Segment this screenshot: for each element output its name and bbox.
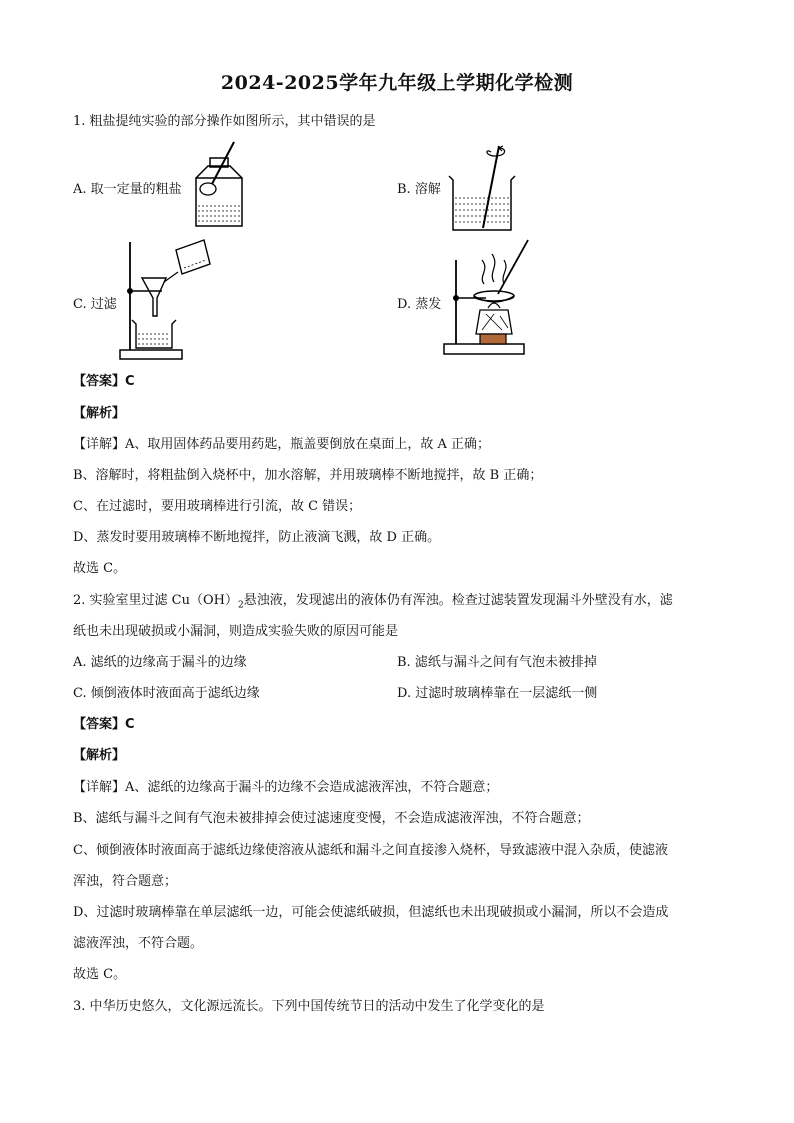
q2-conclusion: 故选 C。 [73,967,127,982]
q1-detail-line: B、溶解时，将粗盐倒入烧杯中，加水溶解，并用玻璃棒不断地搅拌，故 B 正确； [73,468,543,483]
question-3-stem: 3. 中华历史悠久，文化源远流长。下列中国传统节日的活动中发生了化学变化的是 [73,999,545,1014]
q2-analysis [73,744,125,763]
q1-option-b: B. 溶解 [397,182,441,197]
q2-stem-post: 悬浊液，发现滤出的液体仍有浑浊。检查过滤装置发现漏斗外壁没有水，滤 [243,593,673,608]
question-1-stem: 1. 粗盐提纯实验的部分操作如图所示，其中错误的是 [73,114,376,129]
q1-option-a: A. 取一定量的粗盐 [73,182,182,197]
q1-option-d: D. 蒸发 [397,297,442,312]
q2-detail-line: 【详解】A、滤纸的边缘高于漏斗的边缘不会造成滤液浑浊，不符合题意； [73,780,499,795]
q2-detail-line: 浑浊，符合题意； [73,874,178,889]
q2-detail-line: B、滤纸与漏斗之间有气泡未被排掉会使过滤速度变慢，不会造成滤液浑浊，不符合题意； [73,811,590,826]
question-2-stem-line-1 [73,589,673,611]
q2-option-b: B. 滤纸与漏斗之间有气泡未被排掉 [397,655,597,670]
q1-answer-text: 【答案】C [73,374,135,389]
filtration-figure [118,238,213,363]
page-title: 2024-2025学年九年级上学期化学检测 [220,72,574,94]
q2-answer [73,713,135,732]
q2-option-a: A. 滤纸的边缘高于漏斗的边缘 [73,655,247,670]
beaker-dissolving-figure [445,140,520,235]
q2-stem-pre: 2. 实验室里过滤 Cu（OH） [73,593,238,608]
q2-answer-text: 【答案】C [73,717,135,732]
q1-detail-line: D、蒸发时要用玻璃棒不断地搅拌，防止液滴飞溅，故 D 正确。 [73,530,441,545]
reagent-bottle-figure [188,140,248,230]
q1-answer [73,370,135,389]
q2-analysis-label: 【解析】 [73,748,126,763]
q1-option-c: C. 过滤 [73,297,117,312]
q1-detail-line: C、在过滤时，要用玻璃棒进行引流，故 C 错误； [73,499,362,514]
q2-detail-line: C、倾倒液体时液面高于滤纸边缘使溶液从滤纸和漏斗之间直接渗入烧杯，导致滤液中混入杂质，使滤液 [73,843,668,858]
q1-analysis-label: 【解析】 [73,406,126,421]
q2-option-c: C. 倾倒液体时液面高于滤纸边缘 [73,686,260,701]
evaporation-figure [442,236,532,361]
q2-stem-subscript: 2 [237,600,244,611]
q2-option-d: D. 过滤时玻璃棒靠在一层滤纸一侧 [397,686,598,701]
q1-analysis [73,402,125,421]
q1-detail-line: 【详解】A、取用固体药品要用药匙，瓶盖要倒放在桌面上，故 A 正确； [73,437,491,452]
question-2-stem-line-2: 纸也未出现破损或小漏洞，则造成实验失败的原因可能是 [73,624,399,639]
q2-detail-line: 滤液浑浊，不符合题。 [73,936,204,951]
q2-detail-line: D、过滤时玻璃棒靠在单层滤纸一边，可能会使滤纸破损，但滤纸也未出现破损或小漏洞，所以不会造成 [73,905,669,920]
q1-conclusion: 故选 C。 [73,561,127,576]
